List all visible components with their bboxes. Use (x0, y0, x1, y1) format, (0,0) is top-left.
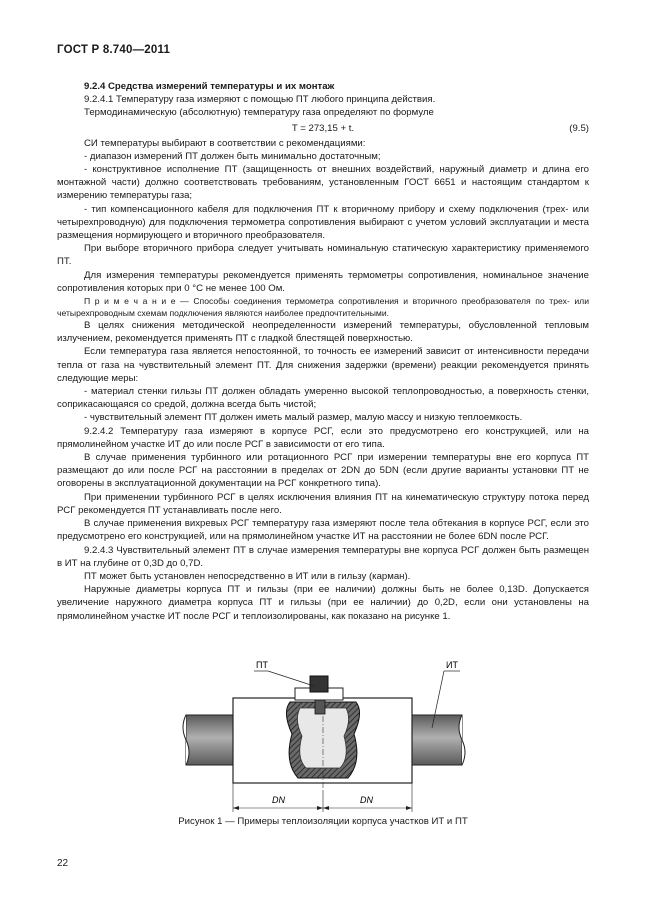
formula: T = 273,15 + t. (291, 122, 355, 134)
paragraph: При выборе вторичного прибора следует учитывать номинальную статическую характеристику применяемого ПТ. (57, 243, 589, 268)
dim-label-right: DN (360, 795, 373, 805)
figure-pipe-insulation (150, 650, 490, 820)
paragraph: ПТ может быть установлен непосредственно в ИТ или в гильзу (карман). (84, 570, 411, 582)
list-item: - диапазон измерений ПТ должен быть минимально достаточным; (84, 150, 381, 162)
list-item: - чувствительный элемент ПТ должен иметь малый размер, малую массу и низкую теплоемкость. (84, 412, 523, 424)
label-it: ИТ (446, 660, 458, 670)
paragraph: В случае применения турбинного или ротационного РСГ при измерении температуры вне его корпуса ПТ размещают до или после РСГ на расстоянии в пределах от 2DN до 5DN (если другие варианты установки ПТ не оговорены в эксплуатационной документации на РСГ конкретного типа). (57, 452, 589, 490)
formula-block (57, 120, 589, 137)
document-body (57, 80, 589, 623)
figure-caption: Рисунок 1 — Примеры теплоизоляции корпуса участков ИТ и ПТ (178, 816, 468, 827)
paragraph: 9.2.4.1 Температуру газа измеряют с помощью ПТ любого принципа действия. (84, 94, 436, 106)
dim-label-left: DN (272, 795, 285, 805)
paragraph: Наружные диаметры корпуса ПТ и гильзы (при ее наличии) должны быть не более 0,13D. Допускается увеличение наружного диаметра корпуса ПТ и гильзы (при ее наличии) до 0,2D, если они установлены на прямолинейном участке ИТ после РСГ и теплоизолированы, как показано на рисунке 1. (57, 584, 589, 622)
page-number: 22 (57, 858, 69, 869)
leader-pt-diag (268, 671, 314, 686)
pipe-right (412, 715, 462, 765)
paragraph: Если температура газа является непостоянной, то точность ее измерений зависит от интенсивности передачи тепла от газа на чувствительный элемент ПТ. Для снижения задержки (времени) реакции рекомендуется принять следующие меры: (57, 346, 589, 384)
paragraph: В целях снижения методической неопределенности измерений температуры, обусловленной тепловым излучением, рекомендуется применять ПТ с гладкой блестящей поверхностью. (57, 320, 589, 345)
thermometer-head (310, 676, 328, 692)
label-pt: ПТ (256, 660, 268, 670)
list-item: - тип компенсационного кабеля для подключения ПТ к вторичному прибору и схему подключения (трех- или четырехпроводную) для подключения термометра сопротивления выбирают с учетом условий эксплуатации и места размещения нормирующего и вторичного преобразователя. (57, 203, 589, 242)
paragraph: Для измерения температуры рекомендуется применять термометры сопротивления, номинальное значение сопротивления которых при 0 °С не менее 100 Ом. (57, 269, 589, 294)
note: П р и м е ч а н и е — Способы соединения термометра сопротивления и вторичного преобразователя по трех- или четырехпроводным схемам подключения являются наиболее предпочтительными. (57, 296, 589, 319)
list-item: - материал стенки гильзы ПТ должен обладать умеренно высокой теплопроводностью, а поверхность стенки, соприкасающаяся со средой, должна всегда быть чистой; (57, 386, 589, 411)
thermometer-sleeve (315, 700, 325, 714)
document-header: ГОСТ Р 8.740—2011 (57, 44, 171, 56)
section-title: 9.2.4 Средства измерений температуры и их монтаж (84, 81, 335, 92)
paragraph: В случае применения вихревых РСГ температуру газа измеряют после тела обтекания в корпусе РСГ, если это предусмотрено его конструкцией, или на прямолинейном участке ИТ на расстоянии не более 6DN после РСГ. (57, 518, 589, 543)
paragraph: СИ температуры выбирают в соответствии с рекомендациями: (84, 137, 366, 149)
pipe-left (186, 715, 233, 765)
paragraph: Термодинамическую (абсолютную) температуру газа определяют по формуле (84, 107, 434, 119)
list-item: - конструктивное исполнение ПТ (защищенность от внешних воздействий, наружный диаметр и длина его монтажной части) должно соответствовать требованиям, установленным ГОСТ 6651 и настоящим стандартом к измерению температуры газа; (57, 164, 589, 202)
paragraph: При применении турбинного РСГ в целях исключения влияния ПТ на кинематическую структуру потока перед РСГ рекомендуется ПТ устанавливать после него. (57, 491, 589, 516)
paragraph: 9.2.4.2 Температуру газа измеряют в корпусе РСГ, если это предусмотрено его конструкцией, или на прямолинейном участке ИТ до или после РСГ в зависимости от его типа. (57, 425, 589, 450)
formula-number: (9.5) (569, 122, 589, 134)
paragraph: 9.2.4.3 Чувствительный элемент ПТ в случае измерения температуры вне корпуса РСГ должен быть размещен в ИТ на глубине от 0,3D до 0,7D. (57, 544, 589, 569)
